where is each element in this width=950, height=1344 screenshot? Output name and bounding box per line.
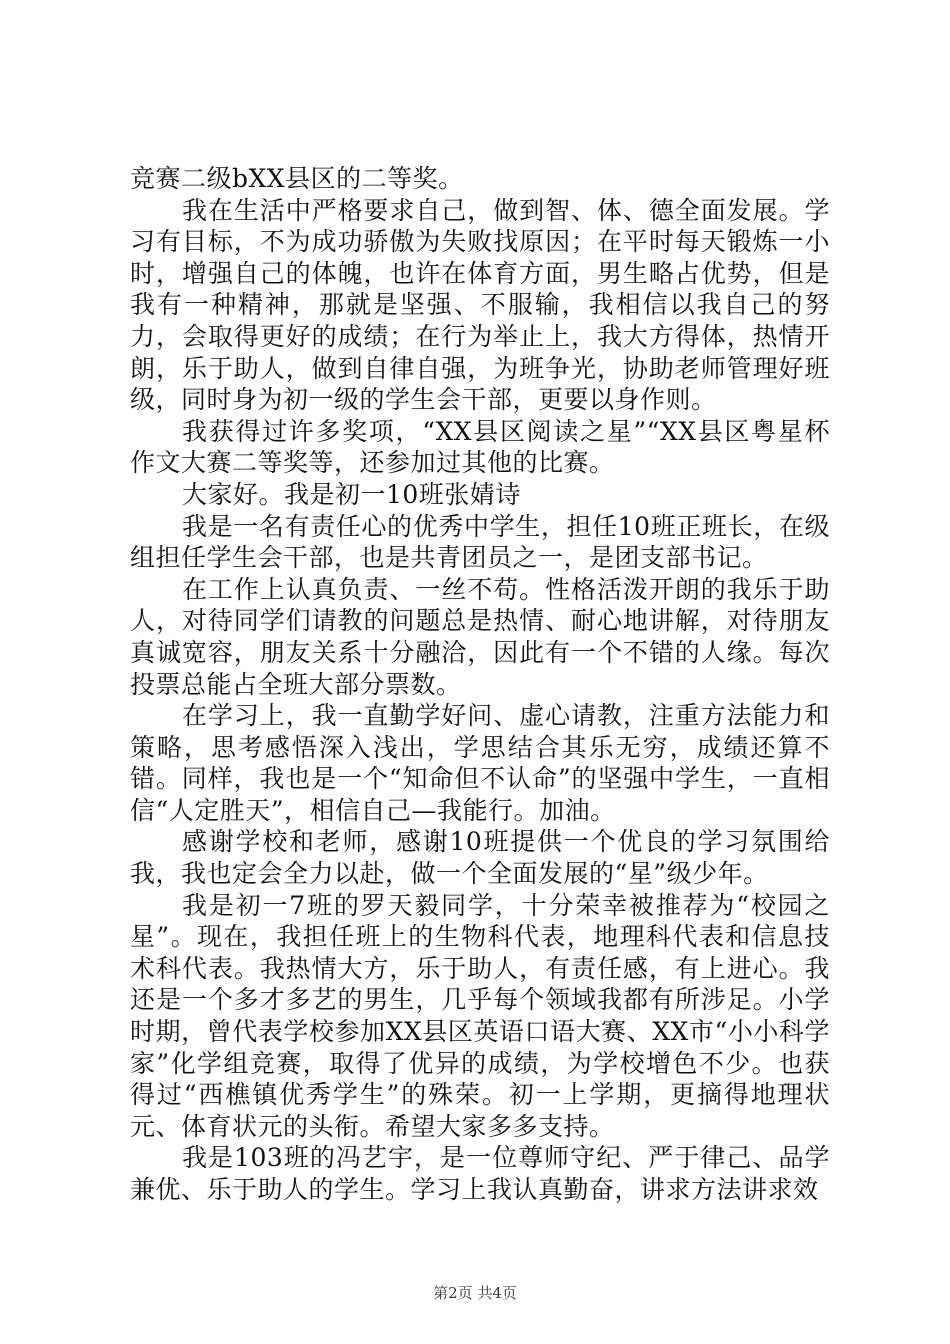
paragraph-3: 我获得过许多奖项，“XX县区阅读之星”“XX县区粤星杯作文大赛二等奖等，还参加过其他的比赛。 xyxy=(130,416,830,478)
paragraph-6: 在工作上认真负责、一丝不苟。性格活泼开朗的我乐于助人，对待同学们请教的问题总是热情、耐心地讲解，对待朋友真诚宽容，朋友关系十分融洽，因此有一个不错的人缘。每次投票总能占全班大部分票数。 xyxy=(130,574,830,699)
document-body xyxy=(130,163,830,1206)
paragraph-9: 我是初一7班的罗天毅同学，十分荣幸被推荐为“校园之星”。现在，我担任班上的生物科代表，地理科代表和信息技术科代表。我热情大方，乐于助人，有责任感，有上进心。我还是一个多才多艺的男生，几乎每个领域我都有所涉足。小学时期，曾代表学校参加XX县区英语口语大赛、XX市“小小科学家”化学组竞赛，取得了优异的成绩，为学校增色不少。也获得过“西樵镇优秀学生”的殊荣。初一上学期，更摘得地理状元、体育状元的头衔。希望大家多多支持。 xyxy=(130,890,830,1141)
page-footer: 第2页 共4页 xyxy=(433,1284,517,1302)
paragraph-2: 我在生活中严格要求自己，做到智、体、德全面发展。学习有目标，不为成功骄傲为失败找原因；在平时每天锻炼一小时，增强自己的体魄，也许在体育方面，男生略占优势，但是我有一种精神，那就是坚强、不服输，我相信以我自己的努力，会取得更好的成绩；在行为举止上，我大方得体，热情开朗，乐于助人，做到自律自强，为班争光，协助老师管理好班级，同时身为初一级的学生会干部，更要以身作则。 xyxy=(130,195,830,415)
paragraph-8: 感谢学校和老师，感谢10班提供一个优良的学习氛围给我，我也定会全力以赴，做一个全面发展的“星”级少年。 xyxy=(130,827,830,889)
paragraph-7: 在学习上，我一直勤学好问、虚心请教，注重方法能力和策略，思考感悟深入浅出，学思结合其乐无穷，成绩还算不错。同样，我也是一个“知命但不认命”的坚强中学生，一直相信“人定胜天”，相信自己—我能行。加油。 xyxy=(130,701,830,825)
paragraph-5: 我是一名有责任心的优秀中学生，担任10班正班长，在级组担任学生会干部，也是共青团员之一，是团支部书记。 xyxy=(130,511,830,573)
paragraph-4: 大家好。我是初一10班张婧诗 xyxy=(182,479,521,509)
paragraph-10: 我是103班的冯艺宇，是一位尊师守纪、严于律己、品学兼优、乐于助人的学生。学习上我认真勤奋，讲求方法讲求效 xyxy=(130,1143,830,1204)
paragraph-1: 竞赛二级bXX县区的二等奖。 xyxy=(130,164,464,193)
